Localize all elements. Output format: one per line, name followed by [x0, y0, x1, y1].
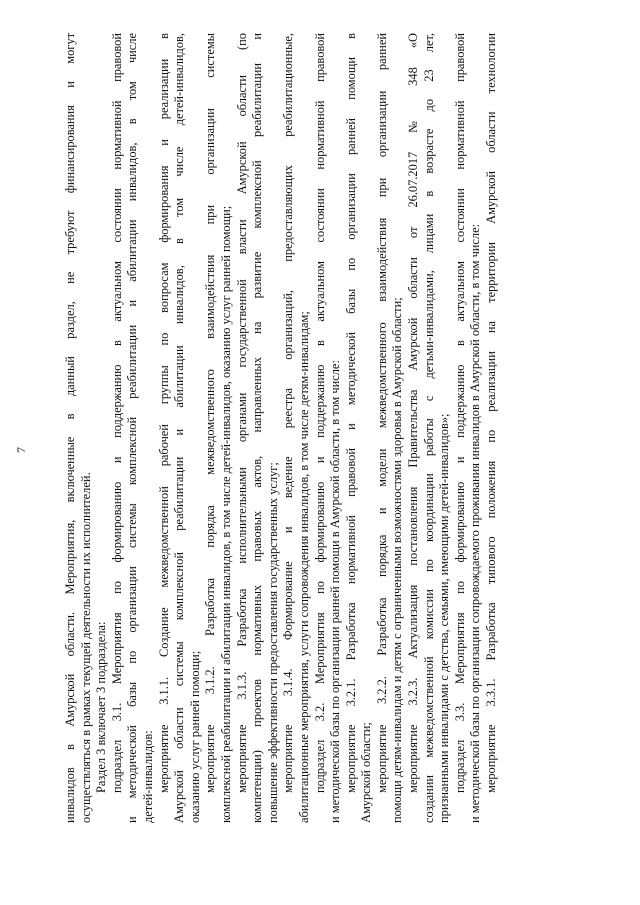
text-line: и методической базы по организации сопровождаемого проживания инвалидов в Амурской области, в том числе:	[468, 223, 483, 823]
text-line: и методической базы по организации системы комплексной реабилитации и абилитации инвалидов, в том числе	[125, 33, 140, 823]
text-line: оказанию услуг ранней помощи;	[187, 650, 202, 823]
text-line: инвалидов в Амурской области. Мероприятия, включенные в данный раздел, не требуют финансирования и могут	[63, 33, 77, 823]
text-line: мероприятие 3.3.1. Разработка типового положения по реализации на территории Амурской области технологии	[484, 33, 499, 793]
text-line: подраздел 3.3. Мероприятия по формированию и поддержанию в актуальном состоянии нормативной правовой	[452, 33, 467, 793]
text-line: мероприятие 3.2.3. Актуализация постановления Правительства Амурской области от 26.07.2017 № 348 «О	[406, 33, 421, 793]
text-line: детей-инвалидов:	[140, 730, 155, 823]
text-line: компетенции) проектов нормативных правовых актов, направленных на развитие комплексной реабилитации и	[250, 33, 265, 823]
text-line: подраздел 3.1. Мероприятия по формированию и поддержанию в актуальном состоянии нормативной правовой	[109, 33, 124, 793]
text-line: мероприятие 3.2.2. Разработка порядка и модели межведомственного взаимодействия при организации ранней	[374, 33, 389, 793]
text-line: и методической базы по организации ранней помощи в Амурской области, в том числе:	[328, 360, 343, 823]
text-line: мероприятие 3.1.2. Разработка порядка межведомственного взаимодействия при организации системы	[203, 33, 218, 793]
text-line: создании межведомственной комиссии по координации работы с детьми-инвалидами, лицами в возрасте до 23 лет,	[421, 33, 436, 823]
text-line: осуществляться в рамках текущей деятельности их исполнителей.	[78, 472, 93, 823]
text-line: абилитационные мероприятия, услуги сопровождения инвалидов, в том числе детям-инвалидам;	[296, 311, 311, 823]
text-line: мероприятие 3.1.3. Разработка исполнительными органами государственной власти Амурской области (по	[234, 33, 249, 793]
text-line: повышение эффективности предоставления государственных услуг;	[265, 462, 280, 823]
body-text	[63, 33, 500, 823]
text-line: Раздел 3 включает 3 подраздела:	[94, 621, 109, 793]
text-line: признанными инвалидами с детства, семьями, имеющими детей-инвалидов»;	[437, 413, 452, 823]
text-line: мероприятие 3.2.1. Разработка нормативной правовой и методической базы по организации ранней помощи в	[343, 33, 358, 793]
text-line: мероприятие 3.1.1. Создание межведомственной рабочей группы по вопросам формирования и реализации в	[156, 33, 171, 793]
text-line: помощи детям-инвалидам и детям с ограниченными возможностями здоровья в Амурской области;	[390, 297, 405, 823]
page-number: 7	[14, 447, 28, 453]
text-line: подраздел 3.2. Мероприятия по формированию и поддержанию в актуальном состоянии нормативной правовой	[312, 33, 327, 793]
text-line: Амурской области системы комплексной реабилитации и абилитации инвалидов, в том числе детей-инвалидов,	[172, 33, 187, 823]
text-line: мероприятие 3.1.4. Формирование и ведение реестра организаций, предоставляющих реабилитационные,	[281, 33, 296, 793]
text-line: комплексной реабилитации и абилитации инвалидов, в том числе детей-инвалидов, оказанию услуг ранней помощи;	[218, 205, 233, 823]
text-line: Амурской области;	[359, 722, 374, 823]
